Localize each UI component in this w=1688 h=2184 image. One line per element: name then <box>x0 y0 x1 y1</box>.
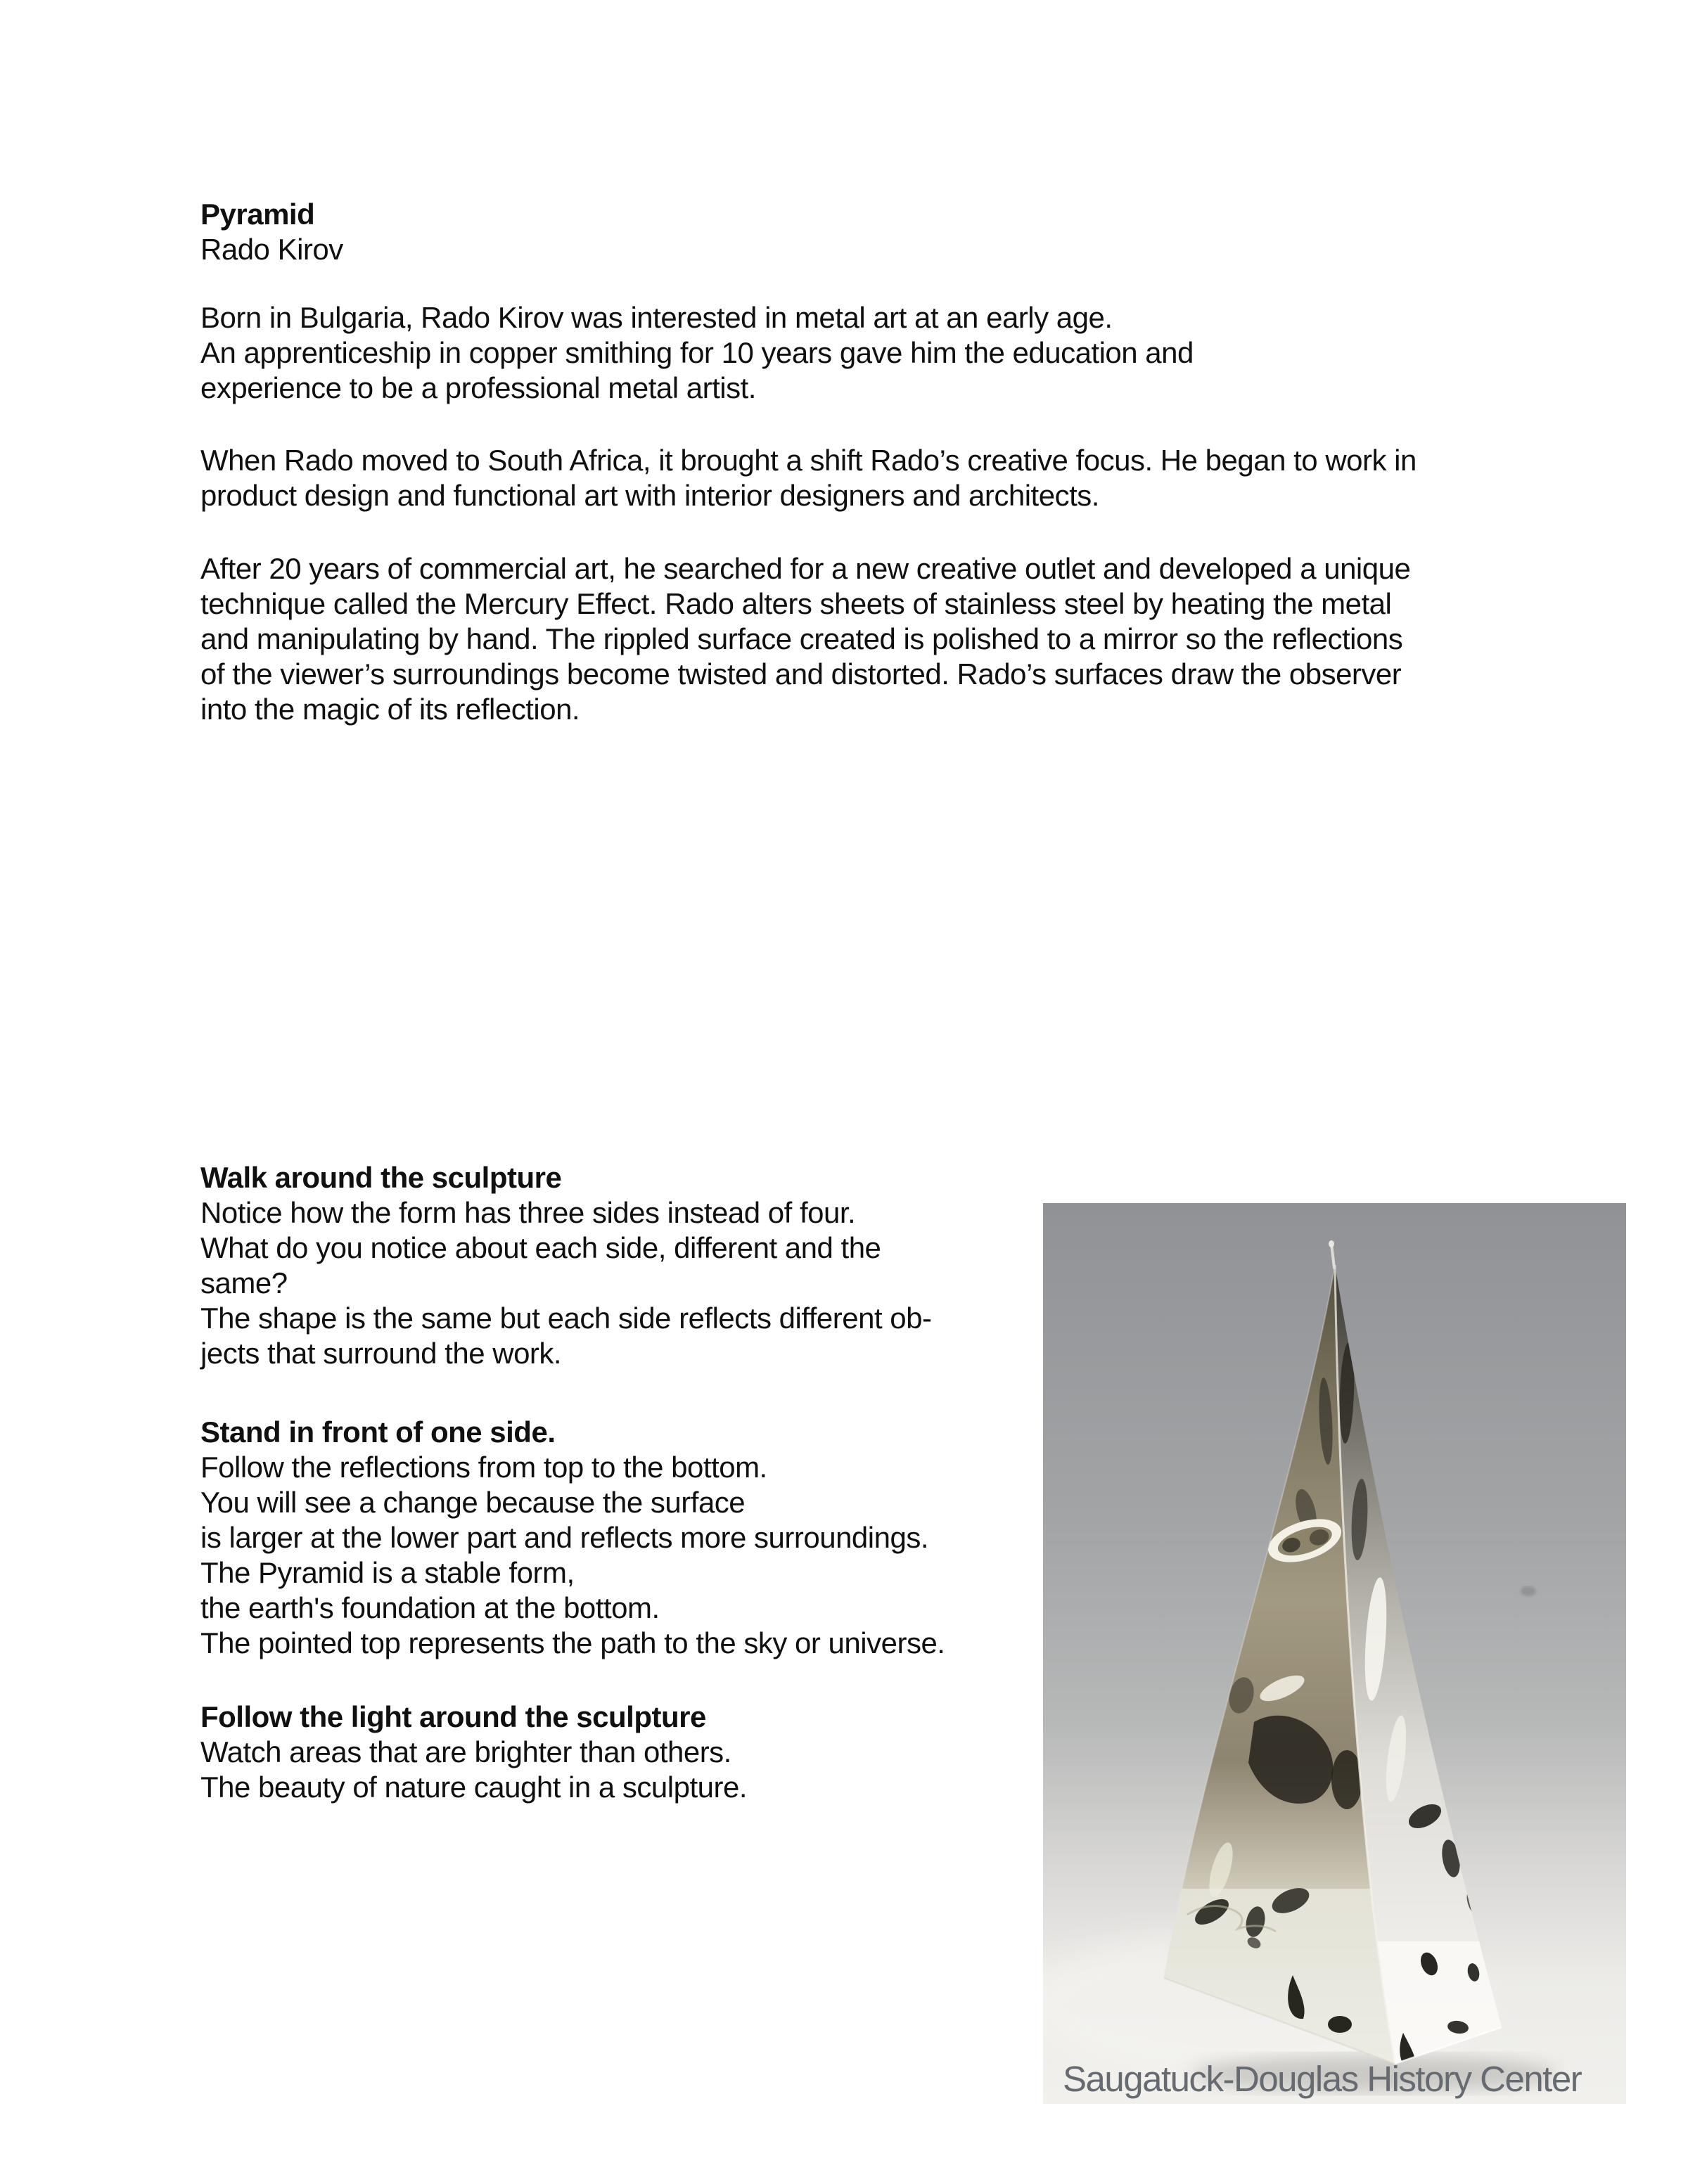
sculpture-photo <box>1043 1203 1626 2104</box>
text-line: technique called the Mercury Effect. Rado alters sheets of stainless steel by heating the metal <box>200 587 1392 620</box>
section-heading: Stand in front of one side. <box>200 1415 556 1448</box>
section-heading: Follow the light around the sculpture <box>200 1700 706 1733</box>
bio-paragraph-2 <box>200 443 1417 513</box>
section-follow-light <box>200 1700 747 1805</box>
text-line: of the viewer’s surroundings become twisted and distorted. Rado’s surfaces draw the observer <box>200 657 1402 690</box>
watermark-text: Saugatuck-Douglas History Center <box>1063 2059 1582 2099</box>
text-line: When Rado moved to South Africa, it brought a shift Rado’s creative focus. He began to work in <box>200 444 1417 477</box>
text-line: The pointed top represents the path to the sky or universe. <box>200 1626 945 1659</box>
title-block <box>200 197 343 267</box>
section-heading: Walk around the sculpture <box>200 1161 562 1194</box>
section-stand-in-front <box>200 1415 945 1661</box>
text-line: You will see a change because the surface <box>200 1486 746 1519</box>
text-line: jects that surround the work. <box>200 1337 562 1370</box>
text-line: Follow the reflections from top to the bottom. <box>200 1451 767 1484</box>
text-line: and manipulating by hand. The rippled surface created is polished to a mirror so the reflections <box>200 622 1403 655</box>
text-line: The shape is the same but each side reflects different ob- <box>200 1302 932 1335</box>
text-line: The Pyramid is a stable form, <box>200 1556 575 1589</box>
text-line: What do you notice about each side, different and the <box>200 1231 881 1264</box>
bio-paragraph-1 <box>200 300 1194 406</box>
text-line: The beauty of nature caught in a sculpture. <box>200 1771 748 1804</box>
text-line: same? <box>200 1266 288 1299</box>
text-line: An apprenticeship in copper smithing for 10 years gave him the education and <box>200 336 1194 369</box>
text-line: product design and functional art with interior designers and architects. <box>200 479 1099 512</box>
section-walk-around <box>200 1160 932 1371</box>
bio-paragraph-3 <box>200 551 1410 727</box>
text-line: is larger at the lower part and reflects more surroundings. <box>200 1521 928 1554</box>
text-line: into the magic of its reflection. <box>200 693 580 726</box>
pyramid-sculpture-illustration <box>1043 1203 1626 2104</box>
text-line: After 20 years of commercial art, he searched for a new creative outlet and developed a unique <box>200 552 1411 585</box>
page-title: Pyramid <box>200 198 315 231</box>
text-line: experience to be a professional metal artist. <box>200 371 756 404</box>
text-line: Notice how the form has three sides instead of four. <box>200 1196 856 1229</box>
text-line: Born in Bulgaria, Rado Kirov was interested in metal art at an early age. <box>200 301 1113 334</box>
artist-name: Rado Kirov <box>200 233 343 266</box>
text-line: Watch areas that are brighter than others. <box>200 1735 731 1768</box>
text-line: the earth's foundation at the bottom. <box>200 1591 660 1624</box>
